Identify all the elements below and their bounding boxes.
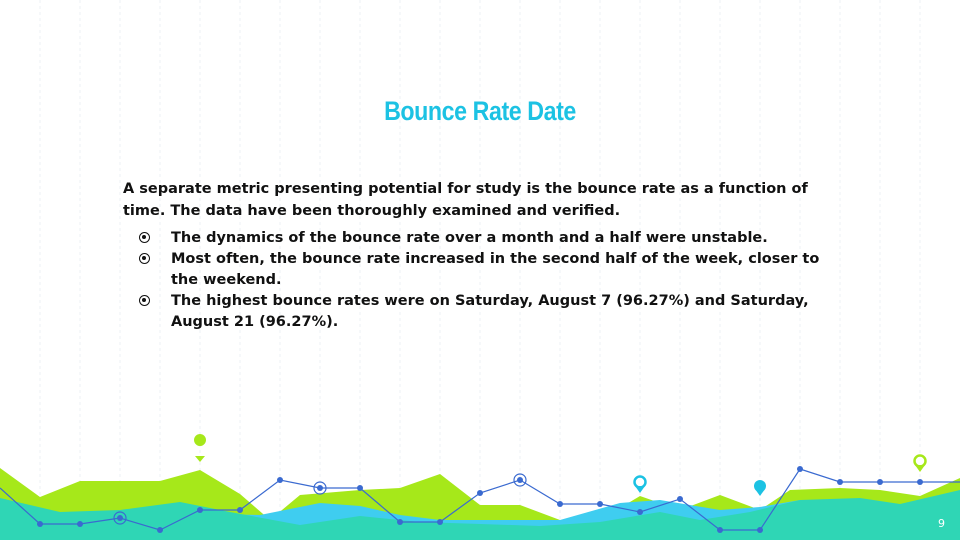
bullet-item bbox=[137, 228, 823, 249]
trend-point bbox=[317, 485, 323, 491]
trend-point bbox=[597, 501, 603, 507]
trend-point bbox=[277, 477, 283, 483]
trend-point bbox=[717, 527, 723, 533]
radio-bullet-icon bbox=[139, 232, 150, 243]
map-pin-icon bbox=[915, 456, 926, 473]
bullet-item bbox=[137, 249, 823, 291]
trend-point bbox=[917, 479, 923, 485]
trend-point bbox=[517, 477, 523, 483]
trend-point bbox=[157, 527, 163, 533]
trend-point bbox=[477, 490, 483, 496]
trend-point bbox=[837, 479, 843, 485]
bullet-text: Most often, the bounce rate increased in the second half of the week, closer to the weekend. bbox=[171, 251, 820, 288]
map-pin-icon bbox=[194, 434, 206, 462]
bullet-text: The highest bounce rates were on Saturday, August 7 (96.27%) and Saturday, August 21 (96.27%). bbox=[171, 293, 809, 330]
trend-point bbox=[237, 507, 243, 513]
trend-point bbox=[357, 485, 363, 491]
radio-bullet-icon bbox=[139, 295, 150, 306]
bullet-list bbox=[123, 228, 823, 333]
map-pin-icon bbox=[754, 480, 766, 496]
trend-point bbox=[37, 521, 43, 527]
trend-point bbox=[397, 519, 403, 525]
trend-point bbox=[637, 509, 643, 515]
bullet-text: The dynamics of the bounce rate over a month and a half were unstable. bbox=[171, 230, 768, 246]
map-pin-icon bbox=[635, 477, 646, 494]
radio-bullet-icon bbox=[139, 253, 150, 264]
trend-point bbox=[197, 507, 203, 513]
trend-point bbox=[757, 527, 763, 533]
page-number: 9 bbox=[938, 517, 945, 530]
trend-point bbox=[437, 519, 443, 525]
slide-body bbox=[123, 178, 823, 333]
trend-point bbox=[557, 501, 563, 507]
trend-point bbox=[797, 466, 803, 472]
trend-point bbox=[677, 496, 683, 502]
trend-point bbox=[77, 521, 83, 527]
trend-point bbox=[117, 515, 123, 521]
intro-paragraph: A separate metric presenting potential for study is the bounce rate as a function of time. The data have been thoroughly examined and verified. bbox=[123, 181, 808, 219]
trend-point bbox=[877, 479, 883, 485]
bullet-item bbox=[137, 291, 823, 333]
slide-title: Bounce Rate Date bbox=[384, 96, 576, 126]
decorative-footer-art bbox=[0, 430, 960, 540]
